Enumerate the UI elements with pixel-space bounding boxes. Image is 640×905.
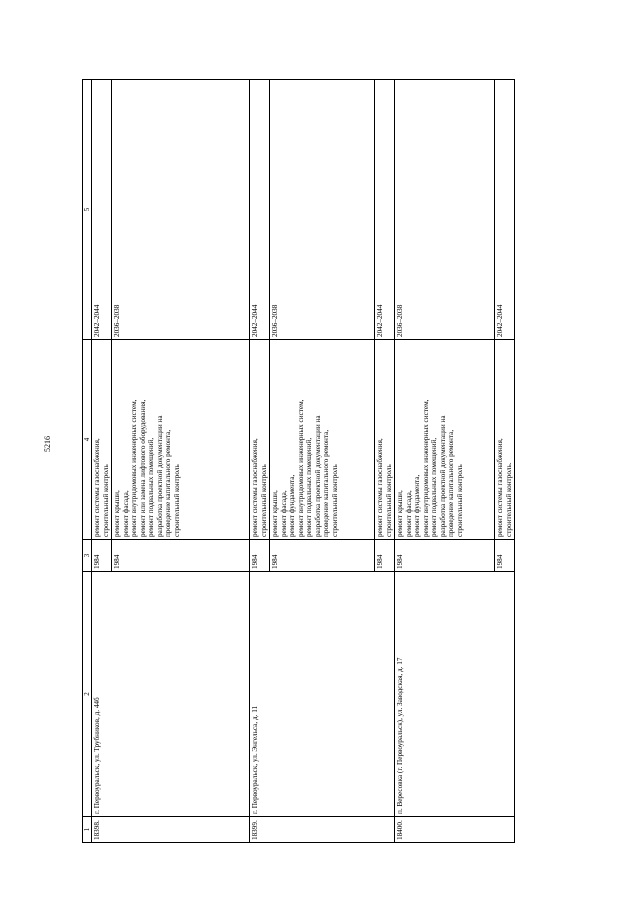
work-line: ремонт крыши, xyxy=(396,490,405,537)
row-period: 2036–2038 xyxy=(395,80,495,340)
work-line: ремонт фасада, xyxy=(279,490,288,537)
row-number: 18399. xyxy=(250,817,395,843)
header-col-5: 5 xyxy=(83,80,92,340)
row-period: 2042–2044 xyxy=(375,80,395,340)
row-works xyxy=(395,340,495,540)
work-line: строительный контроль xyxy=(172,464,181,537)
page-number: 5216 xyxy=(43,436,52,452)
row-year: 1984 xyxy=(112,540,250,572)
work-line: строительный контроль xyxy=(259,464,268,537)
work-line: ремонт фундамента, xyxy=(413,474,422,537)
work-line: ремонт фасада, xyxy=(121,490,130,537)
header-col-1: 1 xyxy=(83,817,92,843)
row-address: г. Первоуральск, ул. Энгельса, д. 11 xyxy=(250,572,395,817)
table-row xyxy=(395,80,495,843)
row-address: п. Вересовка (г. Первоуральск), ул. Заводская, д. 17 xyxy=(395,572,515,817)
work-line: ремонт системы газоснабжения, xyxy=(496,438,505,537)
header-col-3: 3 xyxy=(83,540,92,572)
work-line: ремонт внутридомовых инженерных систем, xyxy=(421,399,430,537)
work-line: ремонт фасада, xyxy=(404,490,413,537)
work-line: ремонт крыши, xyxy=(113,490,122,537)
row-works xyxy=(112,340,250,540)
row-works xyxy=(250,340,270,540)
row-number: 18398. xyxy=(92,817,250,843)
rotated-table-wrapper xyxy=(82,80,513,843)
row-number: 18400. xyxy=(395,817,515,843)
row-year: 1984 xyxy=(250,540,270,572)
work-line: ремонт подвальных помещений, xyxy=(305,437,314,537)
work-line: ремонт системы газоснабжения, xyxy=(251,438,260,537)
work-line: ремонт фундамента, xyxy=(288,474,297,537)
work-line: ремонт внутридомовых инженерных систем, xyxy=(130,399,139,537)
work-line: проведение капитального ремонта, xyxy=(164,429,173,537)
work-line: ремонт системы газоснабжения, xyxy=(93,438,102,537)
row-period: 2042–2044 xyxy=(92,80,112,340)
table-row xyxy=(250,80,270,843)
row-address: г. Первоуральск, ул. Трубников, д. 44б xyxy=(92,572,250,817)
row-works xyxy=(270,340,375,540)
work-line: ремонт или замена лифтового оборудования, xyxy=(138,399,147,537)
header-col-4: 4 xyxy=(83,340,92,540)
header-row xyxy=(83,80,92,843)
row-year: 1984 xyxy=(495,540,515,572)
work-line: ремонт подвальных помещений, xyxy=(147,437,156,537)
header-col-2: 2 xyxy=(83,572,92,817)
work-line: ремонт системы газоснабжения, xyxy=(376,438,385,537)
work-line: разработка проектной документации на xyxy=(313,415,322,537)
row-year: 1984 xyxy=(375,540,395,572)
work-line: строительный контроль xyxy=(330,464,339,537)
repair-schedule-table xyxy=(82,79,515,843)
work-line: строительный контроль. xyxy=(504,462,513,537)
row-period: 2042–2044 xyxy=(250,80,270,340)
work-line: разработка проектной документации на xyxy=(155,415,164,537)
work-line: строительный контроль xyxy=(455,464,464,537)
work-line: ремонт крыши, xyxy=(271,490,280,537)
row-period: 2042–2044 xyxy=(495,80,515,340)
table-row xyxy=(92,80,112,843)
row-works xyxy=(495,340,515,540)
work-line: ремонт внутридомовых инженерных систем, xyxy=(296,399,305,537)
row-period: 2036–2038 xyxy=(270,80,375,340)
work-line: строительный контроль xyxy=(101,464,110,537)
work-line: проведение капитального ремонта, xyxy=(447,429,456,537)
row-year: 1984 xyxy=(270,540,375,572)
work-line: разработка проектной документации на xyxy=(438,415,447,537)
row-year: 1984 xyxy=(92,540,112,572)
row-period: 2036–2038 xyxy=(112,80,250,340)
row-works xyxy=(92,340,112,540)
row-year: 1984 xyxy=(395,540,495,572)
row-works xyxy=(375,340,395,540)
work-line: строительный контроль xyxy=(384,464,393,537)
work-line: ремонт подвальных помещений, xyxy=(430,437,439,537)
work-line: проведение капитального ремонта, xyxy=(322,429,331,537)
